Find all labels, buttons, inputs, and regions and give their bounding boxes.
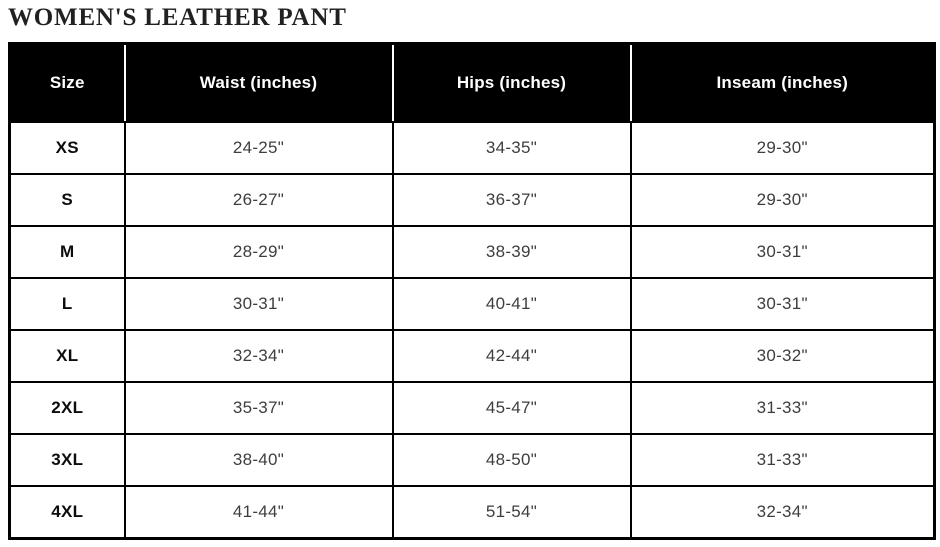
table-row [10, 174, 935, 226]
column-header-inseam: Inseam (inches) [631, 44, 935, 123]
size-cell: 3XL [10, 434, 125, 486]
inseam-cell: 29-30" [631, 174, 935, 226]
waist-cell: 26-27" [125, 174, 393, 226]
inseam-cell: 30-31" [631, 278, 935, 330]
size-cell: 2XL [10, 382, 125, 434]
inseam-cell: 29-30" [631, 122, 935, 174]
hips-cell: 40-41" [393, 278, 631, 330]
hips-cell: 34-35" [393, 122, 631, 174]
table-row [10, 330, 935, 382]
hips-cell: 42-44" [393, 330, 631, 382]
waist-cell: 41-44" [125, 486, 393, 539]
hips-cell: 38-39" [393, 226, 631, 278]
hips-cell: 36-37" [393, 174, 631, 226]
column-header-size: Size [10, 44, 125, 123]
size-cell: XL [10, 330, 125, 382]
waist-cell: 24-25" [125, 122, 393, 174]
header-row [10, 44, 935, 123]
inseam-cell: 31-33" [631, 382, 935, 434]
hips-cell: 48-50" [393, 434, 631, 486]
size-chart-table [8, 42, 936, 540]
hips-cell: 51-54" [393, 486, 631, 539]
size-cell: S [10, 174, 125, 226]
size-cell: M [10, 226, 125, 278]
size-cell: XS [10, 122, 125, 174]
waist-cell: 35-37" [125, 382, 393, 434]
inseam-cell: 30-32" [631, 330, 935, 382]
page-title: WOMEN'S LEATHER PANT [8, 4, 347, 31]
table-row [10, 382, 935, 434]
table-row [10, 226, 935, 278]
waist-cell: 30-31" [125, 278, 393, 330]
table-row [10, 122, 935, 174]
waist-cell: 28-29" [125, 226, 393, 278]
size-cell: 4XL [10, 486, 125, 539]
hips-cell: 45-47" [393, 382, 631, 434]
table-row [10, 278, 935, 330]
column-header-waist: Waist (inches) [125, 44, 393, 123]
column-header-hips: Hips (inches) [393, 44, 631, 123]
table-row [10, 434, 935, 486]
waist-cell: 32-34" [125, 330, 393, 382]
inseam-cell: 31-33" [631, 434, 935, 486]
inseam-cell: 30-31" [631, 226, 935, 278]
size-cell: L [10, 278, 125, 330]
inseam-cell: 32-34" [631, 486, 935, 539]
waist-cell: 38-40" [125, 434, 393, 486]
table-row [10, 486, 935, 539]
